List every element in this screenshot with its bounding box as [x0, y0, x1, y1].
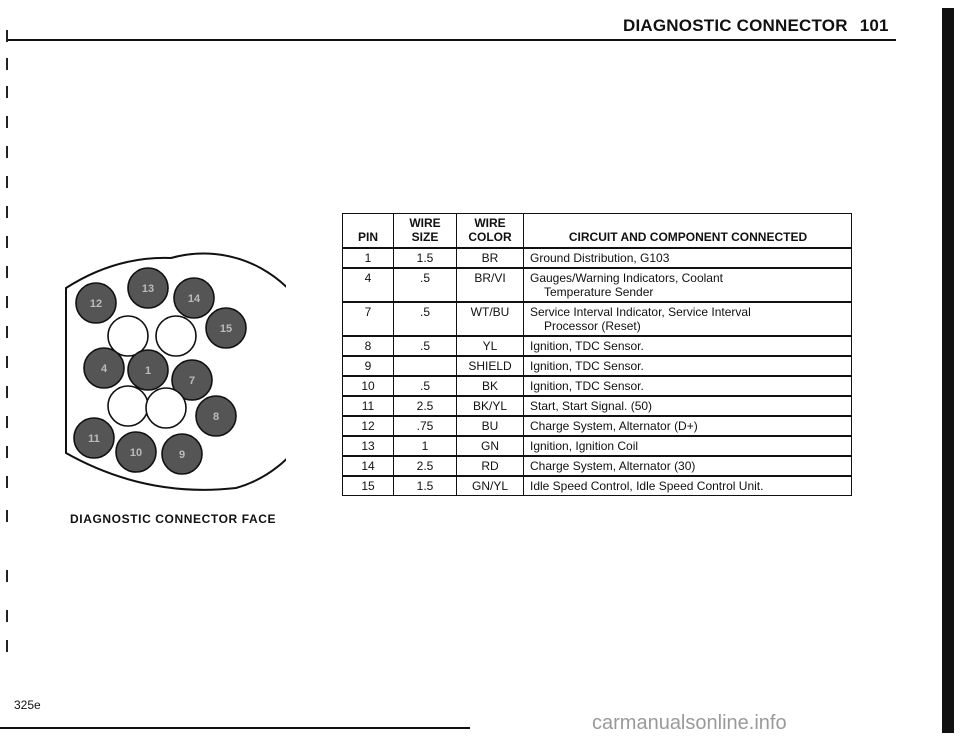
pin-number-label: 9	[178, 449, 186, 461]
pin-number-label: 4	[100, 363, 108, 375]
cell-wire-size: .5	[394, 268, 457, 302]
pin-number-label: 7	[188, 375, 196, 387]
connector-empty-socket	[108, 386, 148, 426]
table-row	[343, 436, 852, 456]
cell-wire-color: GN/YL	[457, 476, 524, 496]
cell-wire-size: .5	[394, 336, 457, 356]
cell-pin: 9	[343, 356, 394, 376]
circuit-text: Idle Speed Control, Idle Speed Control Unit.	[530, 479, 764, 493]
table-row	[343, 416, 852, 436]
cell-circuit	[524, 302, 852, 336]
pin-number-label: 10	[129, 447, 143, 459]
cell-wire-size: 1.5	[394, 476, 457, 496]
table-row	[343, 248, 852, 268]
cell-wire-size: 2.5	[394, 396, 457, 416]
cell-wire-size: .5	[394, 376, 457, 396]
cell-circuit	[524, 376, 852, 396]
cell-pin: 11	[343, 396, 394, 416]
page-edge-bar	[942, 8, 954, 733]
cell-pin: 13	[343, 436, 394, 456]
table-row	[343, 396, 852, 416]
cell-wire-color: GN	[457, 436, 524, 456]
connector-empty-socket	[156, 316, 196, 356]
circuit-text: Ignition, TDC Sensor.	[530, 339, 644, 353]
table-header-row	[343, 214, 852, 249]
cell-pin: 1	[343, 248, 394, 268]
circuit-text: Ignition, TDC Sensor.	[530, 379, 644, 393]
header-wire-size: WIRE SIZE	[394, 214, 457, 249]
cell-wire-color: BR	[457, 248, 524, 268]
cell-circuit	[524, 476, 852, 496]
cell-wire-size: 1.5	[394, 248, 457, 268]
circuit-text-continued: Temperature Sender	[544, 285, 654, 299]
cell-circuit	[524, 336, 852, 356]
cell-circuit	[524, 356, 852, 376]
cell-wire-color: WT/BU	[457, 302, 524, 336]
pin-number-label: 14	[187, 293, 201, 305]
cell-pin: 14	[343, 456, 394, 476]
watermark-text: carmanualsonline.info	[592, 712, 787, 734]
circuit-text-continued: Processor (Reset)	[544, 319, 641, 333]
cell-wire-color: BK	[457, 376, 524, 396]
circuit-text: Ground Distribution, G103	[530, 251, 670, 265]
cell-wire-color: BK/YL	[457, 396, 524, 416]
cell-pin: 10	[343, 376, 394, 396]
circuit-text: Start, Start Signal. (50)	[530, 399, 653, 413]
pin-number-label: 13	[141, 283, 155, 295]
pin-number-label: 11	[88, 433, 100, 445]
page-code: 325e	[14, 698, 41, 712]
cell-pin: 8	[343, 336, 394, 356]
pin-number-label: 1	[144, 365, 152, 377]
table-row	[343, 356, 852, 376]
cell-pin: 7	[343, 302, 394, 336]
circuit-text: Gauges/Warning Indicators, Coolant	[530, 271, 723, 285]
cell-wire-color: BU	[457, 416, 524, 436]
diagnostic-connector-diagram	[56, 248, 286, 498]
cell-pin: 15	[343, 476, 394, 496]
cell-wire-size	[394, 356, 457, 376]
cell-wire-size: .75	[394, 416, 457, 436]
connector-empty-socket	[146, 388, 186, 428]
cell-wire-size: 2.5	[394, 456, 457, 476]
table-row	[343, 376, 852, 396]
pin-number-label: 8	[212, 411, 220, 423]
page-header	[623, 16, 893, 36]
page-number: 101	[859, 16, 889, 35]
cell-wire-size: .5	[394, 302, 457, 336]
connector-caption: DIAGNOSTIC CONNECTOR FACE	[70, 512, 277, 526]
cell-circuit	[524, 396, 852, 416]
table-row	[343, 456, 852, 476]
page-title: DIAGNOSTIC CONNECTOR	[623, 16, 848, 35]
circuit-text: Service Interval Indicator, Service Interval	[530, 305, 751, 319]
binding-edge-marks	[4, 30, 10, 670]
pin-number-label: 12	[89, 298, 103, 310]
cell-wire-color: BR/VI	[457, 268, 524, 302]
table-row	[343, 476, 852, 496]
circuit-text: Charge System, Alternator (D+)	[530, 419, 698, 433]
header-circuit: CIRCUIT AND COMPONENT CONNECTED	[524, 214, 852, 249]
circuit-text: Charge System, Alternator (30)	[530, 459, 696, 473]
pin-number-label: 15	[219, 323, 233, 335]
cell-circuit	[524, 268, 852, 302]
cell-pin: 4	[343, 268, 394, 302]
cell-pin: 12	[343, 416, 394, 436]
cell-circuit	[524, 436, 852, 456]
cell-circuit	[524, 248, 852, 268]
cell-circuit	[524, 416, 852, 436]
cell-circuit	[524, 456, 852, 476]
circuit-text: Ignition, TDC Sensor.	[530, 359, 644, 373]
table-row	[343, 336, 852, 356]
header-pin: PIN	[343, 214, 394, 249]
table-row	[343, 268, 852, 302]
header-rule	[8, 39, 896, 41]
pin-assignment-table	[342, 213, 852, 496]
cell-wire-color: YL	[457, 336, 524, 356]
circuit-text: Ignition, Ignition Coil	[530, 439, 639, 453]
cell-wire-color: SHIELD	[457, 356, 524, 376]
table-row	[343, 302, 852, 336]
header-wire-color: WIRE COLOR	[457, 214, 524, 249]
cell-wire-color: RD	[457, 456, 524, 476]
cell-wire-size: 1	[394, 436, 457, 456]
footer-rule	[0, 727, 470, 729]
